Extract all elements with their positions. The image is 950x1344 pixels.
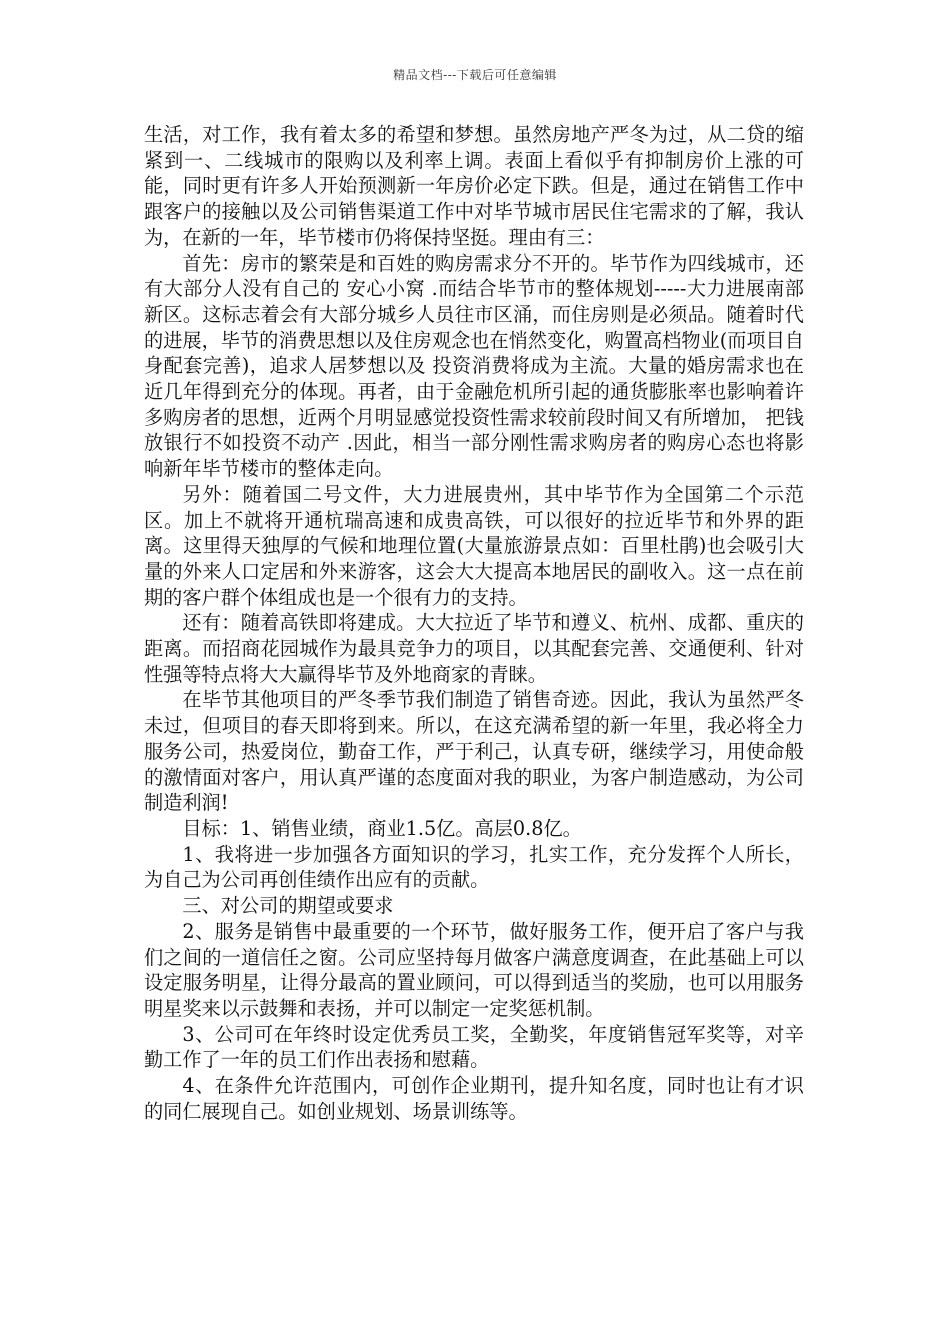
- document-body: [144, 122, 804, 1124]
- section-heading-expectations: 三、对公司的期望或要求: [182, 894, 394, 918]
- paragraph-plan-1: 1、我将进一步加强各方面知识的学习，扎实工作，充分发挥个人所长，为自己为公司再创佳绩作出应有的贡献。: [144, 842, 804, 892]
- paragraph-request-4: 4、在条件允许范围内，可创作企业期刊，提升知名度，同时也让有才识的同仁展现自己。如创业规划、场景训练等。: [144, 1074, 804, 1123]
- paragraph-request-3: 3、公司可在年终时设定优秀员工奖，全勤奖，年度销售冠军奖等，对辛勤工作了一年的员工们作出表扬和慰藉。: [144, 1022, 804, 1072]
- paragraph-intro: 生活，对工作，我有着太多的希望和梦想。虽然房地产严冬为过，从二贷的缩紧到一、二线城市的限购以及利率上调。表面上看似乎有抑制房价上涨的可能，同时更有许多人开始预测新一年房价必定下跌。但是，通过在销售工作中跟客户的接触以及公司销售渠道工作中对毕节城市居民住宅需求的了解，我认为，在新的一年，毕节楼市仍将保持坚挺。理由有三：: [144, 123, 804, 249]
- paragraph-second-reason: 另外：随着国二号文件，大力进展贵州，其中毕节作为全国第二个示范区。加上不就将开通杭瑞高速和成贵高铁，可以很好的拉近毕节和外界的距离。这里得天独厚的气候和地理位置(大量旅游景点如：百里杜鹃)也会吸引大量的外来人口定居和外来游客，这会大大提高本地居民的副收入。这一点在前期的客户群个体组成也是一个很有力的支持。: [144, 482, 804, 609]
- paragraph-first-reason: 首先：房市的繁荣是和百姓的购房需求分不开的。毕节作为四线城市，还有大部分人没有自己的 安心小窝 .而结合毕节市的整体规划-----大力进展南部新区。这标志着会有大部分城乡人员往市区涌，而住房则是必须品。随着时代的进展，毕节的消费思想以及住房观念也在悄然变化，购置高档物业(而项目自身配套完善)，追求人居梦想以及 投资消费将成为主流。大量的婚房需求也在近几年得到充分的体现。再者，由于金融危机所引起的通货膨胀率也影响着许多购房者的思想，近两个月明显感觉投资性需求较前段时间又有所增加， 把钱放银行不如投资不动产 .因此，相当一部分刚性需求购房者的购房心态也将影响新年毕节楼市的整体走向。: [144, 251, 804, 481]
- paragraph-third-reason: 还有：随着高铁即将建成。大大拉近了毕节和遵义、杭州、成都、重庆的距离。而招商花园城作为最具竞争力的项目，以其配套完善、交通便利、针对性强等特点将大大赢得毕节及外地商家的青睐。: [144, 611, 804, 686]
- paragraph-request-2: 2、服务是销售中最重要的一个环节，做好服务工作，便开启了客户与我们之间的一道信任之窗。公司应坚持每月做客户满意度调查，在此基础上可以设定服务明星，让得分最高的置业顾问，可以得到适当的奖励，也可以用服务明星奖来以示鼓舞和表扬，并可以制定一定奖惩机制。: [144, 919, 804, 1020]
- paragraph-outlook: 在毕节其他项目的严冬季节我们制造了销售奇迹。因此，我认为虽然严冬未过，但项目的春天即将到来。所以，在这充满希望的新一年里，我必将全力服务公司，热爱岗位，勤奋工作，严于利己，认真专研，继续学习，用使命般的激情面对客户，用认真严谨的态度面对我的职业，为客户制造感动，为公司制造利润!: [144, 688, 804, 815]
- paragraph-goal: 目标：1、销售业绩，商业1.5亿。高层0.8亿。: [182, 816, 582, 840]
- page-header: 精品文档---下载后可任意编辑: [393, 68, 557, 82]
